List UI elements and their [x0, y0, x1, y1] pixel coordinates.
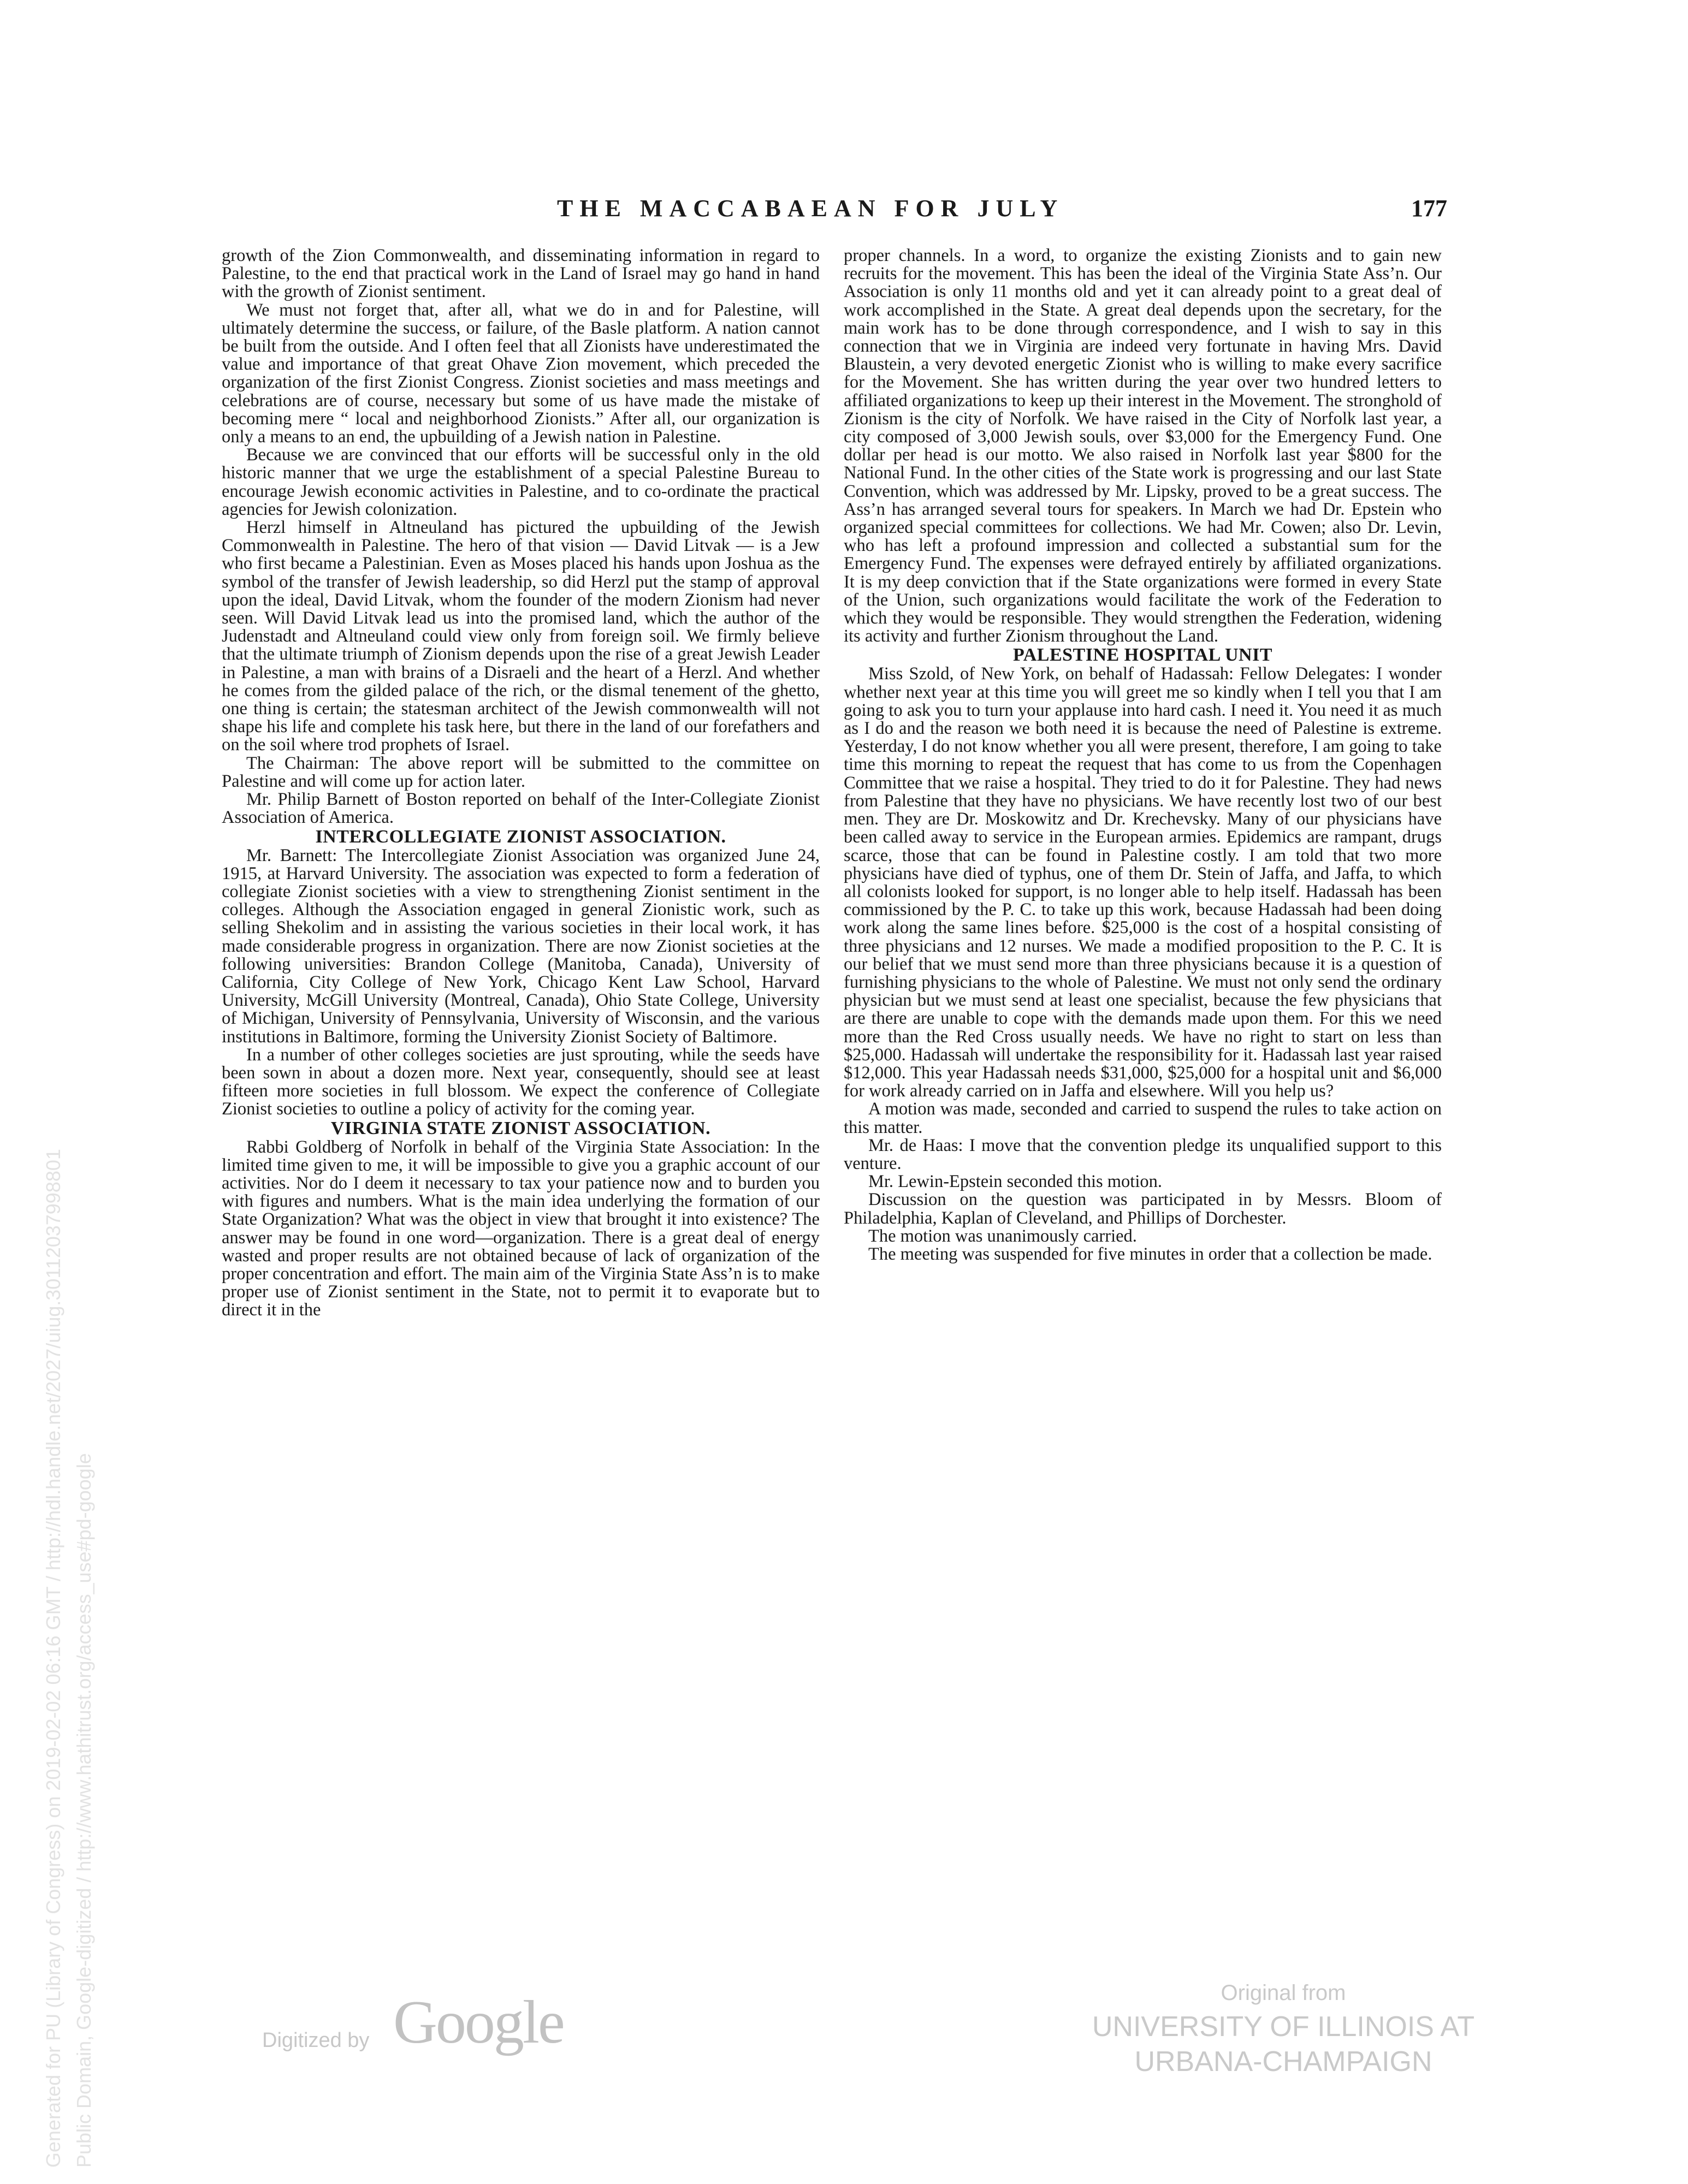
right-column [844, 247, 1442, 1263]
original-from-label: Original from [1221, 1981, 1346, 2005]
paragraph: The meeting was suspended for five minutes in order that a collection be made. [868, 1244, 1432, 1264]
paragraph: growth of the Zion Commonwealth, and disseminating information in regard to Palestine, to the end that practical work in the Land of Israel may go hand in hand with the growth of Zionist sentiment. [222, 246, 820, 302]
google-logo: Google [393, 1989, 564, 2056]
paragraph: The Chairman: The above report will be submitted to the committee on Palestine and will come up for action later. [222, 753, 820, 791]
sidebar-line: Generated for PU (Library of Congress) on 2019-02-02 06:16 GMT / http://hdl.handle.net/2027/uiug.30112037998801 [42, 1149, 64, 2168]
paragraph: Discussion on the question was participated in by Messrs. Bloom of Philadelphia, Kaplan of Cleveland, and Phillips of Dorchester. [844, 1190, 1442, 1228]
section-heading: PALESTINE HOSPITAL UNIT [1012, 645, 1273, 666]
section-heading: VIRGINIA STATE ZIONIST ASSOCIATION. [330, 1118, 711, 1138]
running-title: THE MACCABAEAN FOR JULY [557, 195, 1064, 222]
paragraph: Miss Szold, of New York, on behalf of Hadassah: Fellow Delegates: I wonder whether next year at this time you will greet me so kindly when I tell you that I am going to ask you to turn your applause into hard cash. I need it. You need it as much as I do and the reason we both need it is because the need of Palestine is extreme. Yesterday, I do not know whether you all were present, therefore, I am going to take time this morning to repeat the request that has come to us from the Copenhagen Committee that we raise a hospital. They tried to do it for Palestine. They had news from Palestine that they have no physicians. We have recently lost two of our best men. They are Dr. Moskowitz and Dr. Krechevsky. Many of our physicians have been called away to service in the European armies. Epidemics are rampant, drugs scarce, those that can be found in Palestine costly. I am told that two more physicians have died of typhus, one of them Dr. Stein of Jaffa, and Jaffa, to which all colonists looked for support, is no longer able to help itself. Hadassah has been commissioned by the P. C. to take up this work, because Hadassah had been doing work along the same lines before. $25,000 is the cost of a hospital consisting of three physicians and 12 nurses. We made a modified proposition to the P. C. It is our belief that we must send more than three physicians because it is a question of furnishing physicians to the whole of Palestine. We must not only send the ordinary physician but we must send at least one specialist, because the few physicians that are there are unable to cope with the demands made upon them. For this we need more than the Red Cross usually needs. We have no right to start on less than $25,000. Hadassah will undertake the responsibility for it. Hadassah last year raised $12,000. This year Hadassah needs $31,000, $25,000 for a hospital unit and $6,000 for work already carried on in Jaffa and elsewhere. Will you help us? [844, 664, 1442, 1101]
paragraph: proper channels. In a word, to organize the existing Zionists and to gain new recruits for the movement. This has been the ideal of the Virginia State Ass’n. Our Association is only 11 months old and yet it can already point to a great deal of work accomplished in the State. A great deal depends upon the secretary, for the main work has to be done through correspondence, and I wish to say in this connection that we in Virginia are indeed very fortunate in having Mrs. David Blaustein, a very devoted energetic Zionist who is willing to make every sacrifice for the Movement. She has written during the year over two hundred letters to affiliated organizations to keep up their interest in the Movement. The stronghold of Zionism is the city of Norfolk. We have raised in the City of Norfolk last year, a city composed of 3,000 Jewish souls, over $3,000 for the Emergency Fund. One dollar per head is our motto. We also raised in Norfolk last year $800 for the National Fund. In the other cities of the State work is progressing and our last State Convention, which was addressed by Mr. Lipsky, proved to be a great success. The Ass’n has arranged several tours for speakers. In March we had Dr. Epstein who organized special committees for collections. We had Mr. Cowen; also Dr. Levin, who has left a profound impression and collected a substantial sum for the Emergency Fund. The expenses were defrayed entirely by affiliated organizations. It is my deep conviction that if the State organizations were formed in every State of the Union, such organizations would facilitate the work of the Federation to which they would be responsible. They would strengthen the Federation, widening its activity and further Zionism throughout the Land. [844, 246, 1442, 646]
paragraph: Mr. Philip Barnett of Boston reported on behalf of the Inter-Collegiate Zionist Association of America. [222, 790, 820, 828]
paragraph: Because we are convinced that our efforts will be successful only in the old historic manner that we urge the establishment of a special Palestine Bureau to encourage Jewish economic activities in Palestine, and to co-ordinate the practical agencies for Jewish colonization. [222, 445, 820, 519]
institution-line: UNIVERSITY OF ILLINOIS AT [1092, 2011, 1475, 2043]
page-header [218, 194, 1447, 227]
page-number: 177 [1411, 195, 1447, 222]
paragraph: Mr. Barnett: The Intercollegiate Zionist Association was organized June 24, 1915, at Harvard University. The association was expected to form a federation of collegiate Zionist societies with a view to strengthening Zionist sentiment in the colleges. Although the Association engaged in general Zionistic work, such as selling Shekolim and in assisting the various societies in their local work, it has made considerable progress in organization. There are now Zionist societies at the following universities: Brandon College (Manitoba, Canada), University of California, City College of New York, Chicago Kent Law School, Harvard University, McGill University (Montreal, Canada), Ohio State College, University of Michigan, University of Pennsylvania, University of Wisconsin, and the various institutions in Baltimore, forming the University Zionist Society of Baltimore. [222, 845, 820, 1047]
paragraph: A motion was made, seconded and carried to suspend the rules to take action on this matter. [844, 1099, 1442, 1137]
paragraph: We must not forget that, after all, what we do in and for Palestine, will ultimately determine the success, or failure, of the Basle platform. A nation cannot be built from the outside. And I often feel that all Zionists have underestimated the value and importance of that great Ohave Zion movement, which preceded the organization of the first Zionist Congress. Zionist societies and mass meetings and celebrations are of course, necessary but some of us have made the mistake of becoming mere “ local and neighborhood Zionists.” After all, our organization is only a means to an end, the upbuilding of a Jewish nation in Palestine. [222, 300, 820, 447]
original-from-watermark [1038, 1977, 1529, 2079]
digitized-by-label: Digitized by [262, 2029, 370, 2052]
paragraph: Herzl himself in Altneuland has pictured the upbuilding of the Jewish Commonwealth in Palestine. The hero of that vision — David Litvak — is a Jew who first became a Palestinian. Even as Moses placed his hands upon Joshua as the symbol of the transfer of Jewish leadership, so did Herzl put the stamp of approval upon the ideal, David Litvak, whom the founder of the modern Zionism had never seen. Will David Litvak lead us into the promised land, which the author of the Judenstadt and Altneuland could view only from foreign soil. We firmly believe that the ultimate triumph of Zionism depends upon the rise of a great Jewish Leader in Palestine, a man with brains of a Disraeli and the heart of a Herzl. And whether he comes from the gilded palace of the rich, or the dismal tenement of the ghetto, one thing is certain; the statesman architect of the Jewish commonwealth will not shape his life and complete his task here, but there in the land of our forefathers and on the soil where trod prophets of Israel. [222, 518, 820, 755]
paragraph: Rabbi Goldberg of Norfolk in behalf of the Virginia State Association: In the limited time given to me, it will be impossible to give you a graphic account of our activities. Nor do I deem it necessary to tax your patience now and to burden you with figures and numbers. What is the main idea underlying the formation of our State Organization? What was the object in view that brought it into existence? The answer may be found in one word—organization. There is a great deal of energy wasted and proper results are not obtained because of lack of organization of the proper concentration and effort. The main aim of the Virginia State Ass’n is to make proper use of Zionist sentiment in the State, not to permit it to evaporate but to direct it in the [222, 1137, 820, 1320]
sidebar-line: Public Domain, Google-digitized / http://www.hathitrust.org/access_use#pd-google [73, 1453, 95, 2168]
paragraph: Mr. de Haas: I move that the convention pledge its unqualified support to this venture. [844, 1135, 1442, 1173]
institution-line: URBANA-CHAMPAIGN [1134, 2046, 1432, 2078]
paragraph: The motion was unanimously carried. [868, 1226, 1137, 1246]
paragraph: Mr. Lewin-Epstein seconded this motion. [868, 1172, 1162, 1192]
hathitrust-sidebar-watermark [38, 857, 99, 2168]
paragraph: In a number of other colleges societies are just sprouting, while the seeds have been sown in about a dozen more. Next year, consequently, should see at least fifteen more societies in full blossom. We expect the conference of Collegiate Zionist societies to outline a policy of activity for the coming year. [222, 1044, 820, 1119]
left-column [222, 247, 820, 1320]
section-heading: INTERCOLLEGIATE ZIONIST ASSOCIATION. [315, 826, 726, 847]
